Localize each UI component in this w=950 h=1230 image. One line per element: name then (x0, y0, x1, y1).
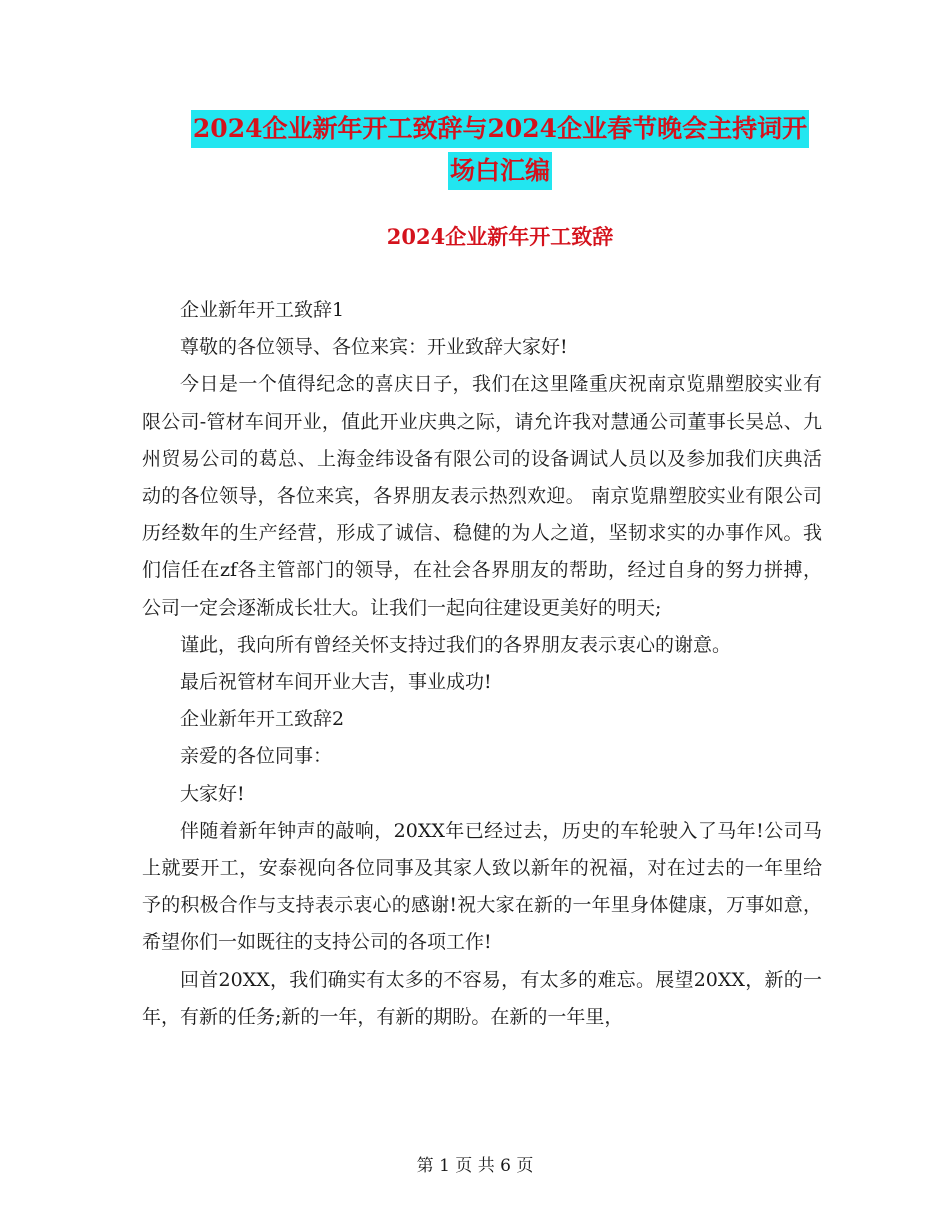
document-body (142, 292, 822, 1036)
paragraph: 今日是一个值得纪念的喜庆日子，我们在这里隆重庆祝南京览鼎塑胶实业有限公司-管材车间开业，值此开业庆典之际，请允许我对慧通公司董事长吴总、九州贸易公司的葛总、上海金纬设备有限公司的设备调试人员以及参加我们庆典活动的各位领导，各位来宾，各界朋友表示热烈欢迎。 南京览鼎塑胶实业有限公司历经数年的生产经营，形成了诚信、稳健的为人之道，坚韧求实的办事作风。我们信任在zf各主管部门的领导，在社会各界朋友的帮助，经过自身的努力拼搏，公司一定会逐渐成长壮大。让我们一起向往建设更美好的明天; (142, 373, 822, 619)
paragraph: 企业新年开工致辞1 (180, 299, 345, 321)
paragraph: 亲爱的各位同事： (180, 745, 333, 768)
paragraph: 谨此，我向所有曾经关怀支持过我们的各界朋友表示衷心的谢意。 (180, 633, 732, 656)
paragraph: 回首20XX，我们确实有太多的不容易，有太多的难忘。展望20XX，新的一年，有新的任务;新的一年，有新的期盼。在新的一年里， (142, 968, 822, 1028)
section-title: 2024企业新年开工致辞 (386, 224, 614, 249)
paragraph: 企业新年开工致辞2 (180, 708, 345, 731)
paragraph: 最后祝管材车间开业大吉，事业成功! (180, 671, 492, 694)
page-indicator: 第 1 页 共 6 页 (416, 1156, 534, 1176)
paragraph: 伴随着新年钟声的敲响，20XX年已经过去，历史的车轮驶入了马年!公司马上就要开工，安泰视向各位同事及其家人致以新年的祝福，对在过去的一年里给予的积极合作与支持表示衷心的感谢!祝大家在新的一年里身体健康，万事如意，希望你们一如既往的支持公司的各项工作! (142, 819, 822, 954)
title-line-1: 2024企业新年开工致辞与2024企业春节晚会主持词开 (191, 110, 809, 148)
document-title (140, 110, 860, 190)
title-line-2: 场白汇编 (448, 152, 552, 190)
paragraph: 大家好! (180, 782, 245, 805)
paragraph: 尊敬的各位领导、各位来宾：开业致辞大家好! (180, 336, 568, 359)
